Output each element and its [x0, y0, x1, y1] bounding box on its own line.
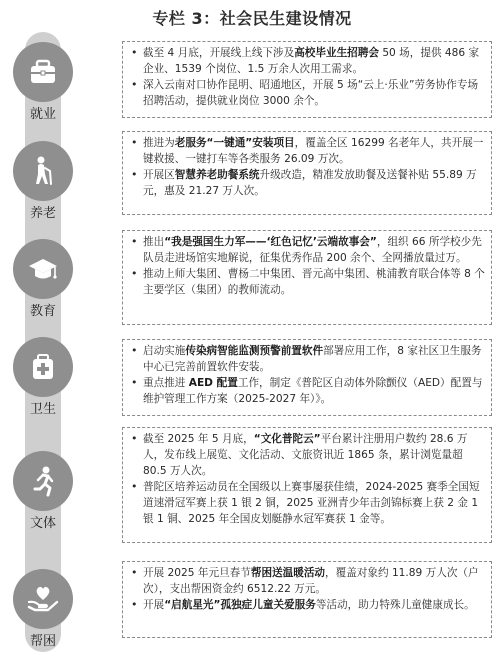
bullet-dot: • [131, 46, 138, 59]
bold-text: 帮困送温暖活动 [250, 567, 326, 579]
elderly-person-icon [26, 154, 60, 188]
body-text: 平台累计注册用户数约 28.6 万人，发布线上展览、文化活动、文旅资讯近 1865 条，累计浏览量超 80.5 万人次。 [143, 433, 468, 477]
category-circle [13, 141, 73, 201]
category-label: 帮困 [29, 634, 56, 649]
content-box [122, 561, 492, 638]
category-employment [13, 42, 73, 126]
body-text: 截至 4 月底，开展线上线下涉及 [143, 47, 295, 59]
body-text: ，覆盖全区 16299 名老年人，共开展一键救援、一键打车等各类服务 26.09 万次。 [143, 137, 484, 165]
bullet-item [131, 479, 485, 527]
body-text: 普陀区培养运动员在全国级以上赛事屡获佳绩，2024-2025 赛季全国短道速滑冠军赛上获 1 银 2 铜，2025 亚洲青少年击剑锦标赛上获 2 金 1 银 1 铜、2025 年全国皮划艇静水冠军赛获 1 金等。 [143, 481, 480, 525]
body-text: 推动上师大集团、曹杨二中集团、晋元高中集团、桃浦教育联合体等 8 个主要学区（集团）的教师流动。 [143, 268, 485, 296]
bold-text: 智慧养老助餐系统 [174, 169, 260, 181]
body-text: 推进为 [143, 137, 175, 149]
category-education [13, 239, 73, 323]
category-culture-sports [13, 451, 73, 535]
bullet-item [131, 266, 485, 298]
bullet-dot: • [131, 78, 138, 91]
bullet-item [131, 77, 485, 109]
bold-text: “文化普陀云” [253, 433, 321, 445]
graduation-cap-icon [26, 252, 60, 286]
content-box [122, 131, 492, 215]
briefcase-icon [26, 55, 60, 89]
content-box [122, 41, 492, 118]
bullet-dot: • [131, 168, 138, 181]
bullet-item [131, 431, 485, 479]
bullet-item [131, 234, 485, 266]
body-text: 升级改造，精准发放助餐及送餐补贴 55.89 万元，惠及 21.27 万人次。 [143, 169, 477, 197]
bold-text: 高校毕业生招聘会 [294, 47, 379, 59]
content-box [122, 339, 492, 416]
body-text: 工作，制定《普陀区自动体外除颤仪（AED）配置与维护管理工作方案（2025-2027 年）》。 [143, 377, 483, 405]
body-text: ，覆盖对象约 11.89 万人次（户次），支出帮困资金约 6512.22 万元。 [143, 567, 479, 595]
bullet-item [131, 565, 485, 597]
medical-kit-icon [26, 350, 60, 384]
bold-text: 传染病智能监测预警前置软件 [185, 345, 324, 357]
bullet-item [131, 135, 485, 167]
category-elderly-care [13, 141, 73, 225]
body-text: 开展 2025 年元旦春节 [143, 567, 251, 579]
category-label: 教育 [29, 304, 56, 319]
body-text: 重点推进 [143, 377, 189, 389]
category-circle [13, 239, 73, 299]
body-text: 深入云南对口协作昆明、昭通地区，开展 5 场“云上·乐业”劳务协作专场招聘活动，提供就业岗位 3000 余个。 [143, 79, 479, 107]
body-text: 截至 2025 年 5 月底， [143, 433, 254, 445]
page-title: 专栏 3：社会民生建设情况 [152, 9, 352, 28]
body-text: 50 场，提供 486 家企业、1539 个岗位、1.5 万余人次用工需求。 [143, 47, 480, 75]
bullet-item [131, 375, 485, 407]
bullet-item [131, 167, 485, 199]
category-circle [13, 451, 73, 511]
bullet-dot: • [131, 376, 138, 389]
category-label: 文体 [29, 516, 56, 531]
bullet-dot: • [131, 480, 138, 493]
bullet-dot: • [131, 136, 138, 149]
body-text: 推出 [143, 236, 165, 248]
category-poverty-relief [13, 569, 73, 653]
bullet-item [131, 597, 485, 613]
bold-text: “启航星光”孤独症儿童关爱服务 [164, 599, 316, 611]
bullet-dot: • [131, 267, 138, 280]
category-label: 就业 [29, 107, 56, 122]
category-health [13, 337, 73, 421]
bold-text: 老服务“一键通”安装项目 [174, 137, 295, 149]
bullet-dot: • [131, 235, 138, 248]
bullet-item [131, 343, 485, 375]
bold-text: AED 配置 [188, 377, 238, 389]
body-text: 开展区 [143, 169, 175, 181]
bullet-dot: • [131, 566, 138, 579]
category-label: 卫生 [29, 402, 56, 417]
body-text: 开展 [143, 599, 165, 611]
body-text: 部署应用工作，8 家社区卫生服务中心已完善前置软件安装。 [143, 345, 482, 373]
bullet-dot: • [131, 344, 138, 357]
bullet-dot: • [131, 432, 138, 445]
category-label: 养老 [29, 206, 56, 221]
body-text: 启动实施 [143, 345, 186, 357]
bullet-dot: • [131, 598, 138, 611]
content-box [122, 427, 492, 543]
content-box [122, 230, 492, 325]
bold-text: “我是强国生力军——‘红色记忆’云端故事会” [164, 236, 377, 248]
category-circle [13, 569, 73, 629]
heart-in-hands-icon [26, 582, 60, 616]
category-circle [13, 42, 73, 102]
bullet-item [131, 45, 485, 77]
body-text: 等活动，助力特殊儿童健康成长。 [315, 599, 475, 611]
body-text: ，组织 66 所学校少先队员走进场馆实地解说，征集优秀作品 200 余个、全网播放量过万。 [143, 236, 482, 264]
running-person-icon [26, 464, 60, 498]
category-circle [13, 337, 73, 397]
